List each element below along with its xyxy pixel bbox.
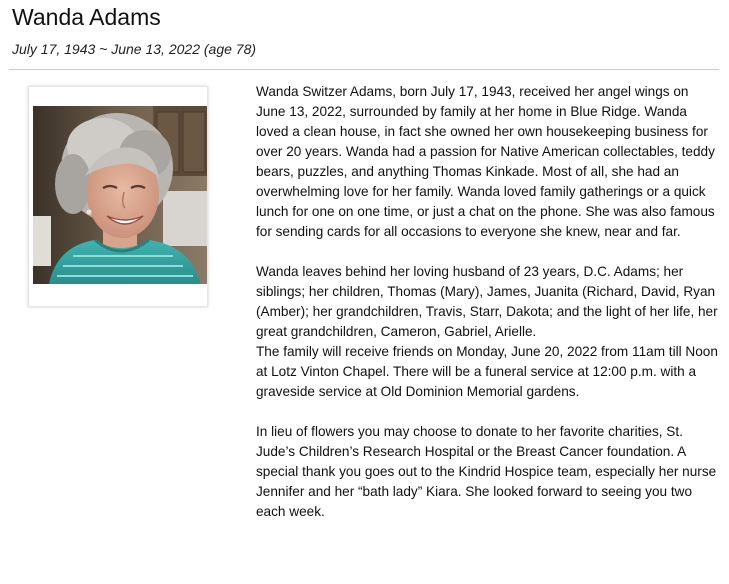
portrait-photo: [33, 106, 207, 284]
obituary-text: [256, 82, 718, 522]
life-dates: July 17, 1943 ~ June 13, 2022 (age 78): [12, 41, 257, 57]
photo-frame: [28, 86, 208, 307]
service-paragraph: The family will receive friends on Monday, June 20, 2022 from 11am till Noon at Lotz Vinton Chapel. There will be a funeral service at 12:00 p.m. with a graveside service at Old Dominion Memorial gardens.: [256, 344, 718, 399]
paragraph-spacer: [256, 402, 718, 422]
page-title: Wanda Adams: [12, 4, 161, 30]
paragraph-spacer: [256, 242, 718, 262]
donation-paragraph: In lieu of flowers you may choose to donate to her favorite charities, St. Jude’s Children’s Research Hospital or the Breast Cancer foundation. A special thank you goes out to the Kindrid Hospice team, especially her nurse Jennifer and her “bath lady” Kiara. She looked forward to seeing you two each week.: [256, 424, 717, 519]
bio-paragraph: Wanda Switzer Adams, born July 17, 1943, received her angel wings on June 13, 2022, surrounded by family at her home in Blue Ridge. Wanda loved a clean house, in fact she owned her own housekeeping business for over 20 years. Wanda had a passion for Native American collectables, teddy bears, puzzles, and anything Thomas Kinkade. Most of all, she had an overwhelming love for her family. Wanda loved family gatherings or a quick lunch for one on one time, or just a chat on the phone. She was also famous for sending cards for all occasions to everyone she knew, near and far.: [256, 84, 715, 239]
header-divider: [9, 69, 719, 70]
family-paragraph: Wanda leaves behind her loving husband of 23 years, D.C. Adams; her siblings; her children, Thomas (Mary), James, Juanita (Richard, David, Ryan (Amber); her grandchildren, Travis, Starr, Dakota; and the light of her life, her great grandchildren, Cameron, Gabriel, Arielle.: [256, 264, 718, 339]
